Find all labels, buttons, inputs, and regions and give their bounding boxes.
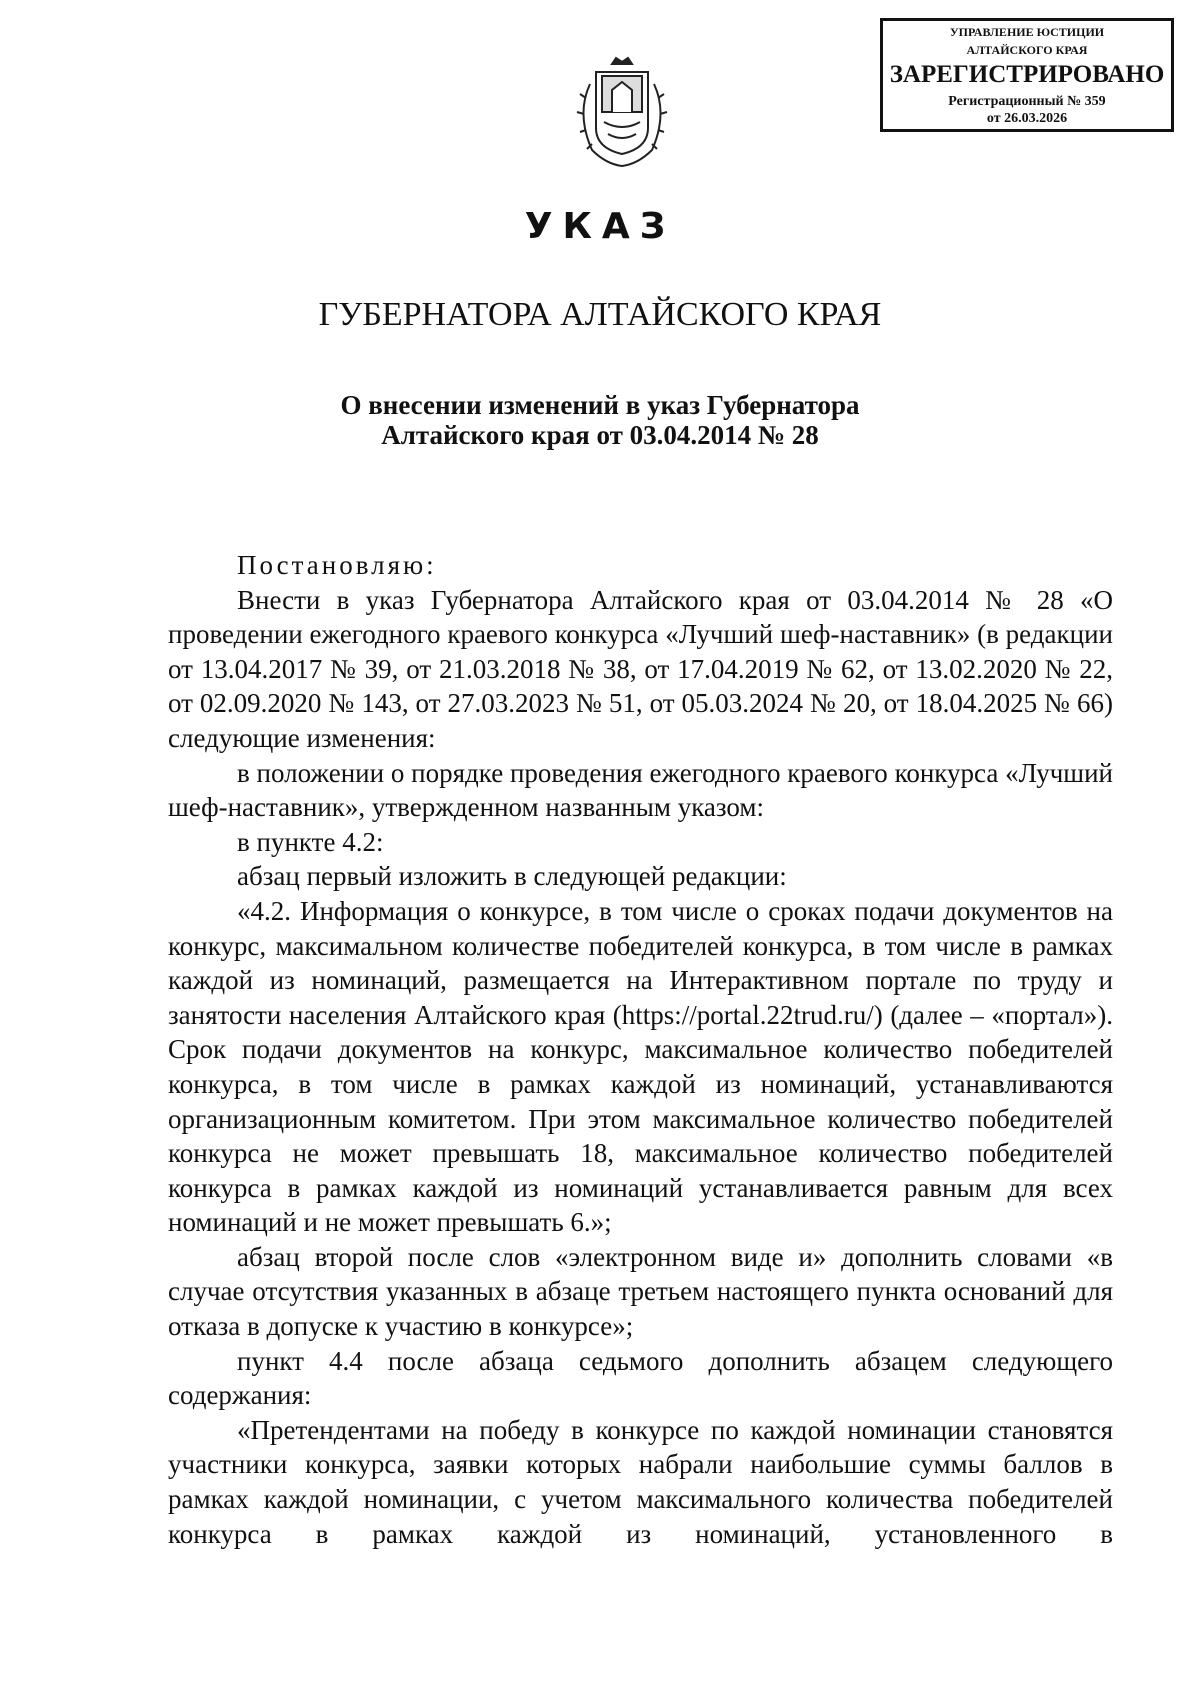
body-paragraph: пункт 4.4 после абзаца седьмого дополнить абзацем следующего содержания: [168,1345,1113,1411]
stamp-reg-date: от 26.03.2026 [986,111,1068,126]
stamp-status: ЗАРЕГИСТРИРОВАНО [889,61,1165,88]
registration-stamp [880,18,1174,132]
document-type-title: УКАЗ [524,206,676,247]
stamp-reg-number: Регистрационный № 359 [948,94,1106,109]
body-paragraph: Внести в указ Губернатора Алтайского края от 03.04.2014 № 28 «О проведении ежегодного краевого конкурса «Лучший шеф-наставник» (в редакции от 13.04.2017 № 39, от 21.03.2018 № 38, от 17.04.2019 № 62, от 13.02.2020 № 22, от 02.09.2020 № 143, от 27.03.2023 № 51, от 05.03.2024 № 20, от 18.04.2025 № 66) следующие изменения: [168,584,1113,753]
document-body [168,548,1113,1551]
subject-line-1: О внесении изменений в указ Губернатора [340,390,860,420]
subject-line-2: Алтайского края от 03.04.2014 № 28 [381,420,819,450]
body-paragraph: в пункте 4.2: [237,826,384,857]
document-issuer: ГУБЕРНАТОРА АЛТАЙСКОГО КРАЯ [318,296,882,333]
stamp-org-line1: УПРАВЛЕНИЕ ЮСТИЦИИ [949,25,1105,39]
body-paragraph: абзац первый изложить в следующей редакции: [237,861,787,892]
body-paragraph: «4.2. Информация о конкурсе, в том числе о сроках подачи документов на конкурс, максимальном количестве победителей конкурса, в том числе в рамках каждой из номинаций, размещается на Интерактивном портале по труду и занятости населения Алтайского края (https://portal.22trud.ru/) (далее – «портал»). Срок подачи документов на конкурс, максимальное количество победителей конкурса, в том числе в рамках каждой из номинаций, устанавливаются организационным комитетом. При этом максимальное количество победителей конкурса не может превышать 18, максимальное количество победителей конкурса в рамках каждой из номинаций устанавливается равным для всех номинаций и не может превышать 6.»; [168,895,1113,1238]
stamp-org-line2: АЛТАЙСКОГО КРАЯ [966,43,1088,57]
body-paragraph: «Претендентами на победу в конкурсе по каждой номинации становятся участники конкурса, заявки которых набрали наибольшие суммы баллов в рамках каждой номинации, с учетом максимального количества победителей конкурса в рамках каждой из номинаций, установленного в [168,1414,1113,1549]
preamble: Постановляю: [237,550,437,580]
body-paragraph: в положении о порядке проведения ежегодного краевого конкурса «Лучший шеф-наставник», утвержденном названным указом: [168,757,1113,823]
body-paragraph: абзац второй после слов «электронном виде и» дополнить словами «в случае отсутствия указанных в абзаце третьем настоящего пункта оснований для отказа в допуске к участию в конкурсе»; [168,1241,1113,1342]
document-subject [0,390,1200,450]
coat-of-arms-icon [572,54,672,174]
